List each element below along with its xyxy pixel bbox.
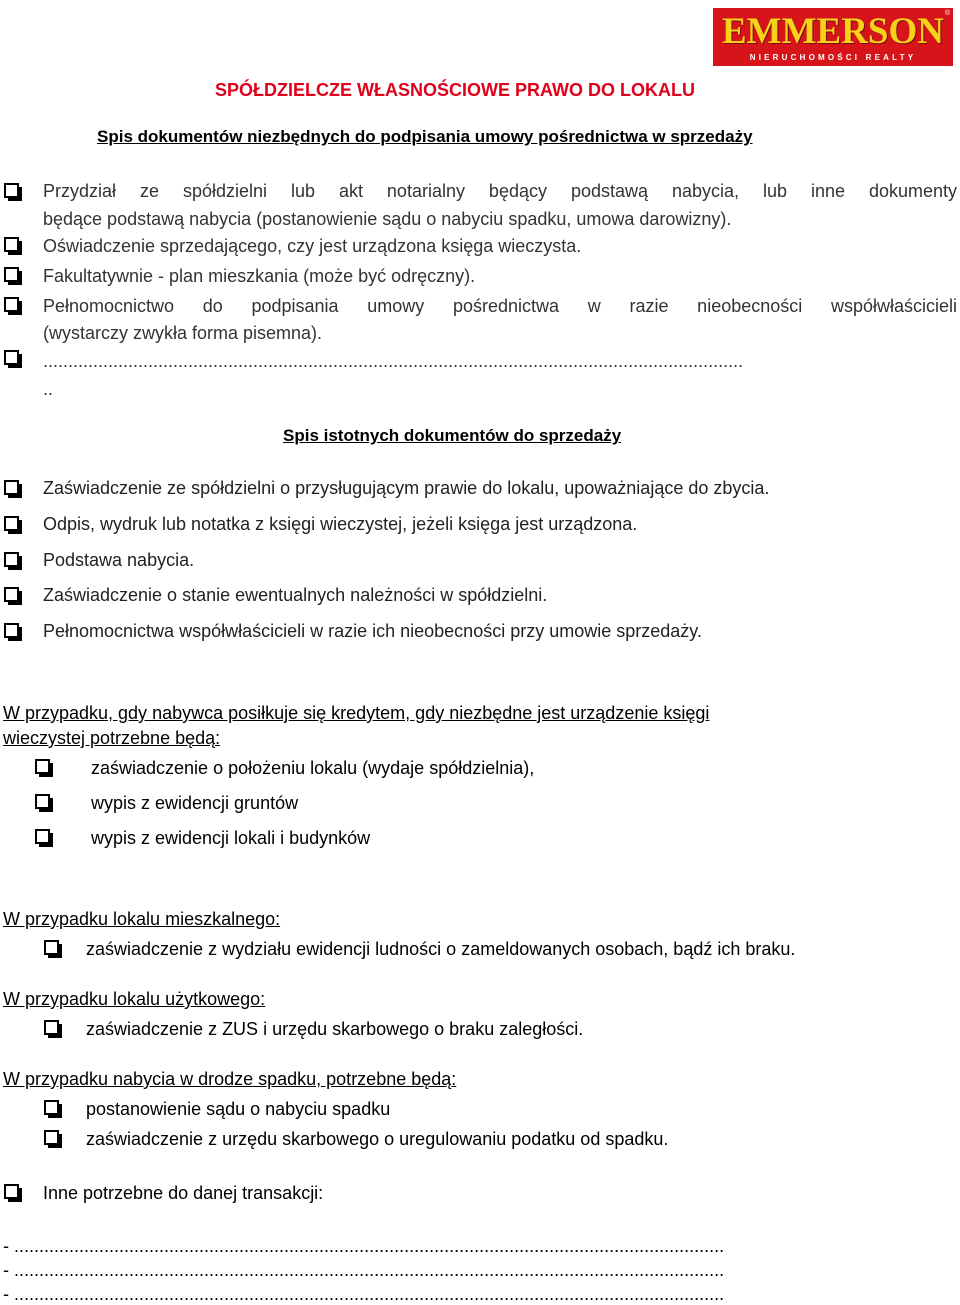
checkbox[interactable] — [35, 829, 50, 844]
section-heading-inheritance: W przypadku nabycia w drodze spadku, potrzebne będą: — [3, 1069, 457, 1089]
list-item: zaświadczenie z urzędu skarbowego o uregulowaniu podatku od spadku. — [86, 1129, 669, 1149]
list-item: Zaświadczenie ze spółdzielni o przysługującym prawie do lokalu, upoważniające do zbycia. — [43, 478, 770, 498]
list-item-line: Fakultatywnie - plan mieszkania (może być odręczny). — [43, 266, 476, 286]
list-item: wypis z ewidencji lokali i budynków — [91, 828, 371, 848]
list-item: zaświadczenie z ZUS i urzędu skarbowego o braku zaległości. — [86, 1019, 584, 1039]
checkbox[interactable] — [4, 552, 19, 567]
section-heading-commercial: W przypadku lokalu użytkowego: — [3, 989, 266, 1009]
list-item: zaświadczenie o położeniu lokalu (wydaje spółdzielnia), — [91, 758, 535, 778]
checkbox[interactable] — [4, 516, 19, 531]
list-item-line: (wystarczy zwykła forma pisemna). — [43, 323, 323, 343]
section-heading-credit: W przypadku, gdy nabywca posiłkuje się kredytem, gdy niezbędne jest urządzenie księgi — [3, 703, 710, 723]
section-heading-residential: W przypadku lokalu mieszkalnego: — [3, 909, 281, 929]
list-item: postanowienie sądu o nabyciu spadku — [86, 1099, 391, 1119]
list-item-line: będące podstawą nabycia (postanowienie sądu o nabyciu spadku, umowa darowizny). — [43, 209, 732, 229]
checkbox[interactable] — [44, 940, 59, 955]
section-heading-credit-cont: wieczystej potrzebne będą: — [3, 728, 221, 748]
list-item: zaświadczenie z wydziału ewidencji ludności o zameldowanych osobach, bądź ich braku. — [86, 939, 796, 959]
page-title: SPÓŁDZIELCZE WŁASNOŚCIOWE PRAWO DO LOKALU — [215, 80, 695, 100]
list-item: Zaświadczenie o stanie ewentualnych należności w spółdzielni. — [43, 585, 548, 605]
section-heading-required-docs: Spis dokumentów niezbędnych do podpisania umowy pośrednictwa w sprzedaży — [97, 127, 753, 146]
checkbox[interactable] — [4, 350, 19, 365]
checkbox[interactable] — [4, 480, 19, 495]
checkbox[interactable] — [44, 1020, 59, 1035]
list-item: Podstawa nabycia. — [43, 550, 195, 570]
list-item: Odpis, wydruk lub notatka z księgi wieczystej, jeżeli księga jest urządzona. — [43, 514, 638, 534]
registered-mark: ® — [944, 10, 950, 17]
checkbox[interactable] — [44, 1130, 59, 1145]
checkbox[interactable] — [4, 1184, 19, 1199]
list-item-line: Pełnomocnictwo do podpisania umowy pośrednictwa w razie nieobecności współwłaścicieli — [43, 296, 957, 316]
blank-fill-line: - .............................................................................................................................................. — [3, 1260, 725, 1280]
checkbox[interactable] — [4, 297, 19, 312]
checkbox[interactable] — [44, 1100, 59, 1115]
blank-fill-line: - .............................................................................................................................................. — [3, 1284, 725, 1304]
checkbox[interactable] — [4, 183, 19, 198]
other-label: Inne potrzebne do danej transakcji: — [43, 1183, 324, 1203]
checkbox[interactable] — [4, 587, 19, 602]
logo-tagline: NIERUCHOMOŚCI REALTY — [749, 53, 917, 62]
section-heading-essential-docs: Spis istotnych dokumentów do sprzedaży — [283, 426, 622, 445]
blank-fill-line: ............................................................................................................................................ — [43, 351, 744, 371]
logo-wordmark: EMMERSON — [722, 11, 944, 52]
blank-fill-line: - .............................................................................................................................................. — [3, 1236, 725, 1256]
list-item-line: Przydział ze spółdzielni lub akt notarialny będący podstawą nabycia, lub inne dokumenty — [43, 181, 957, 201]
checkbox[interactable] — [4, 237, 19, 252]
company-logo — [713, 8, 953, 66]
checkbox[interactable] — [35, 759, 50, 774]
checkbox[interactable] — [4, 267, 19, 282]
list-item: Pełnomocnictwa współwłaścicieli w razie ich nieobecności przy umowie sprzedaży. — [43, 621, 702, 641]
checkbox[interactable] — [35, 794, 50, 809]
list-item: wypis z ewidencji gruntów — [91, 793, 299, 813]
checkbox[interactable] — [4, 623, 19, 638]
blank-fill-line: .. — [43, 379, 54, 399]
list-item-line: Oświadczenie sprzedającego, czy jest urządzona księga wieczysta. — [43, 236, 582, 256]
